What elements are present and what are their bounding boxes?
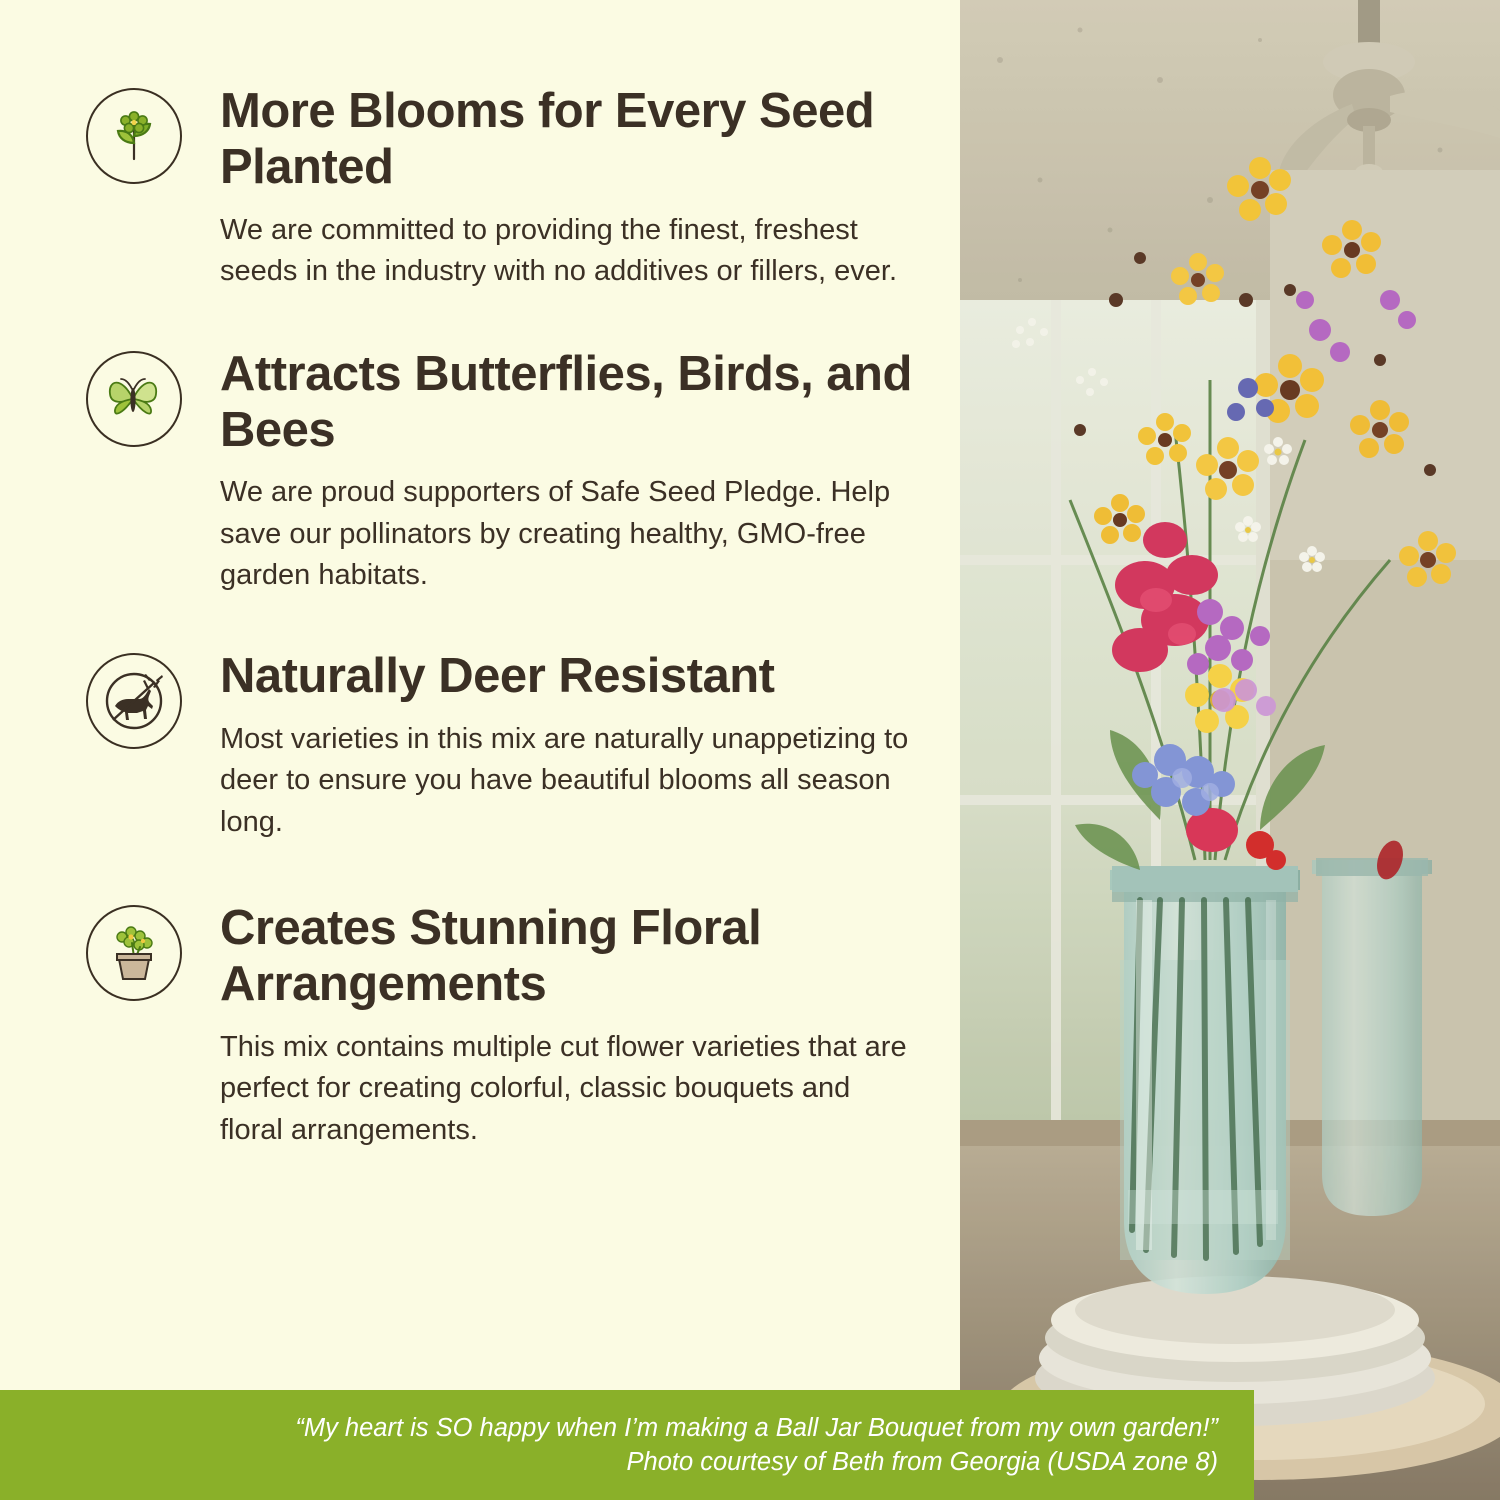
bouquet-photo <box>960 0 1500 1500</box>
feature-item-deer-resistant <box>70 649 920 843</box>
feature-title: More Blooms for Every Seed Planted <box>220 84 875 194</box>
feature-body: We are committed to providing the finest, freshest seeds in the industry with no additives or fillers, ever. <box>220 213 897 288</box>
caption-credit: Photo courtesy of Beth from Georgia (USDA zone 8) <box>626 1448 1218 1476</box>
feature-item-floral-arrangements <box>70 901 920 1151</box>
feature-title: Attracts Butterflies, Birds, and Bees <box>220 346 912 457</box>
feature-title: Naturally Deer Resistant <box>220 648 775 703</box>
feature-body: We are proud supporters of Safe Seed Pledge. Help save our pollinators by creating healthy, GMO-free garden habitats. <box>220 476 891 592</box>
photo-caption-bar <box>0 1390 1254 1500</box>
deer-no-entry-icon <box>86 653 182 749</box>
flower-pot-icon <box>86 905 182 1001</box>
feature-item-more-blooms <box>70 84 920 293</box>
butterfly-icon <box>86 351 182 447</box>
sprout-seedling-icon <box>86 88 182 184</box>
feature-item-attracts-pollinators <box>70 347 920 597</box>
caption-quote: “My heart is SO happy when I’m making a Ball Jar Bouquet from my own garden!” <box>295 1413 1218 1442</box>
feature-body: Most varieties in this mix are naturally unappetizing to deer to ensure you have beautiful blooms all season long. <box>220 722 909 838</box>
feature-title: Creates Stunning Floral Arrangements <box>220 901 762 1011</box>
feature-body: This mix contains multiple cut flower varieties that are perfect for creating colorful, classic bouquets and floral arrangements. <box>220 1030 907 1146</box>
